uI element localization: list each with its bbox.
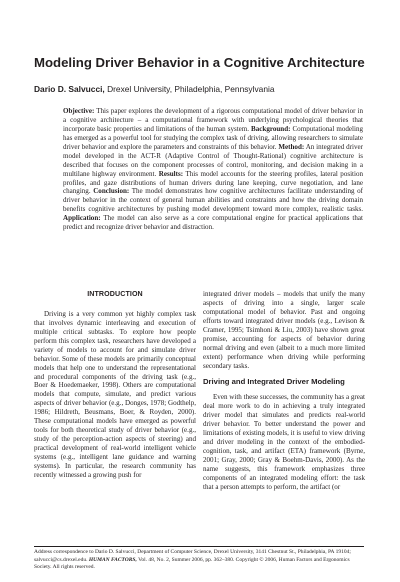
- footnote-journal-name: HUMAN FACTORS,: [88, 556, 137, 563]
- author-line: [34, 84, 374, 94]
- footnote-divider: [34, 546, 364, 547]
- author-affiliation: Drexel University, Philadelphia, Pennsylvania: [107, 84, 275, 94]
- subsection-heading: Driving and Integrated Driver Modeling: [203, 377, 345, 387]
- abstract-text-conclusion: The model demonstrates how cognitive architectures facilitate understanding of driver behavior in the context of general human abilities and constraints and how the driving domain benefits cognitive architectures by pushing model development toward more complex, realistic tasks.: [63, 187, 364, 214]
- body-paragraph: Even with these successes, the community has a great deal more work to do in achieving a truly integrated driver model that simulates and predicts real-world driver behavior. To better understand the power and limitations of existing models, it is useful to view driving and driver modeling in the context of the embodied-cognition, task, and artifact (ETA) framework (Byrne, 2001; Gray, 2000; Gray & Boehm-Davis, 2000). As the name suggests, this framework emphasizes three components of an integrated modeling effort: the task that a person attempts to perform, the artifact (or: [203, 393, 365, 491]
- paper-title: Modeling Driver Behavior in a Cognitive Architecture: [34, 55, 365, 70]
- abstract-label-objective: Objective:: [63, 107, 95, 115]
- abstract-text-background: Computational modeling has emerged as a powerful tool for studying the complex task of driving, allowing researchers to simulate driver behavior and explore the parameters and constraints of this behavior.: [63, 124, 363, 151]
- body-paragraph: Driving is a very common yet highly complex task that involves dynamic interleaving and execution of multiple critical subtasks. To explore how people perform this complex task, researchers have developed a variety of models to account for and simulate driver behavior. Some of these models are primarily conceptual models that help one to understand the representational and procedural components of the driving task (e.g., Boer & Hoedemaeker, 1998). Others are computational models that compute, simulate, and predict various aspects of driver behavior (e.g., Donges, 1978; Godthelp, 1986; Hildreth, Beusmans, Boer, & Royden, 2000). These computational models have emerged as powerful tools for both theoretical study of driver behavior (e.g., study of the perception-action aspects of steering) and practical development of real-world intelligent vehicle systems (e.g., intelligent lane guidance and warning systems). In particular, the research community has recently witnessed a growing push for: [34, 309, 196, 479]
- footnote: [34, 549, 366, 572]
- abstract-label-conclusion: Conclusion:: [93, 187, 130, 196]
- abstract-text-results: This model accounts for the steering profiles, lateral position profiles, and gaze distributions of human drivers during lane keeping, curve negotiation, and lane changing.: [63, 169, 364, 196]
- left-column: [34, 290, 196, 480]
- footnote-citation: Vol. 48, No. 2, Summer 2006, pp. 362–380. Copyright © 2006, Human Factors and Ergonomics Society. All rights reserved.: [34, 556, 350, 571]
- abstract-text-method: An integrated driver model developed in the ACT-R (Adaptive Control of Thought-Rational) cognitive architecture is described that focuses on the component processes of control, monitoring, and decision making in a multilane highway environment.: [63, 142, 364, 178]
- abstract-label-background: Background:: [251, 124, 291, 133]
- body-paragraph-continued: integrated driver models – models that unify the many aspects of driving into a single, larger scale computational model of behavior. Past and ongoing efforts toward integrated driver models (e.g., Levison & Cramer, 1995; Tsimhoni & Liu, 2003) have shown great promise, accounting for aspects of behavior during normal driving and even (albeit to a much more limited extent) performance when driving while performing secondary tasks.: [203, 290, 365, 370]
- footnote-address: Address correspondence to Dario D. Salvucci, Department of Computer Science, Drexel University, 3141 Chestnut St., Philadelphia, PA 19104; salvucci@cs.drexel.edu.: [34, 549, 351, 563]
- right-column: [203, 290, 365, 492]
- abstract-label-method: Method:: [278, 142, 305, 151]
- abstract-text-objective: This paper explores the development of a rigorous computational model of driver behavior in a cognitive architecture – a computational framework with underlying psychological theories that incorporate basic properties and limitations of the human system.: [63, 107, 364, 133]
- abstract-label-application: Application:: [63, 214, 101, 223]
- abstract-text-application: The model can also serve as a core computational engine for practical applications that predict and recognize driver behavior and distraction.: [63, 214, 363, 232]
- abstract: [63, 107, 363, 232]
- abstract-label-results: Results:: [158, 169, 184, 178]
- section-heading-introduction: INTRODUCTION: [87, 290, 143, 298]
- author-name: Dario D. Salvucci,: [34, 84, 105, 94]
